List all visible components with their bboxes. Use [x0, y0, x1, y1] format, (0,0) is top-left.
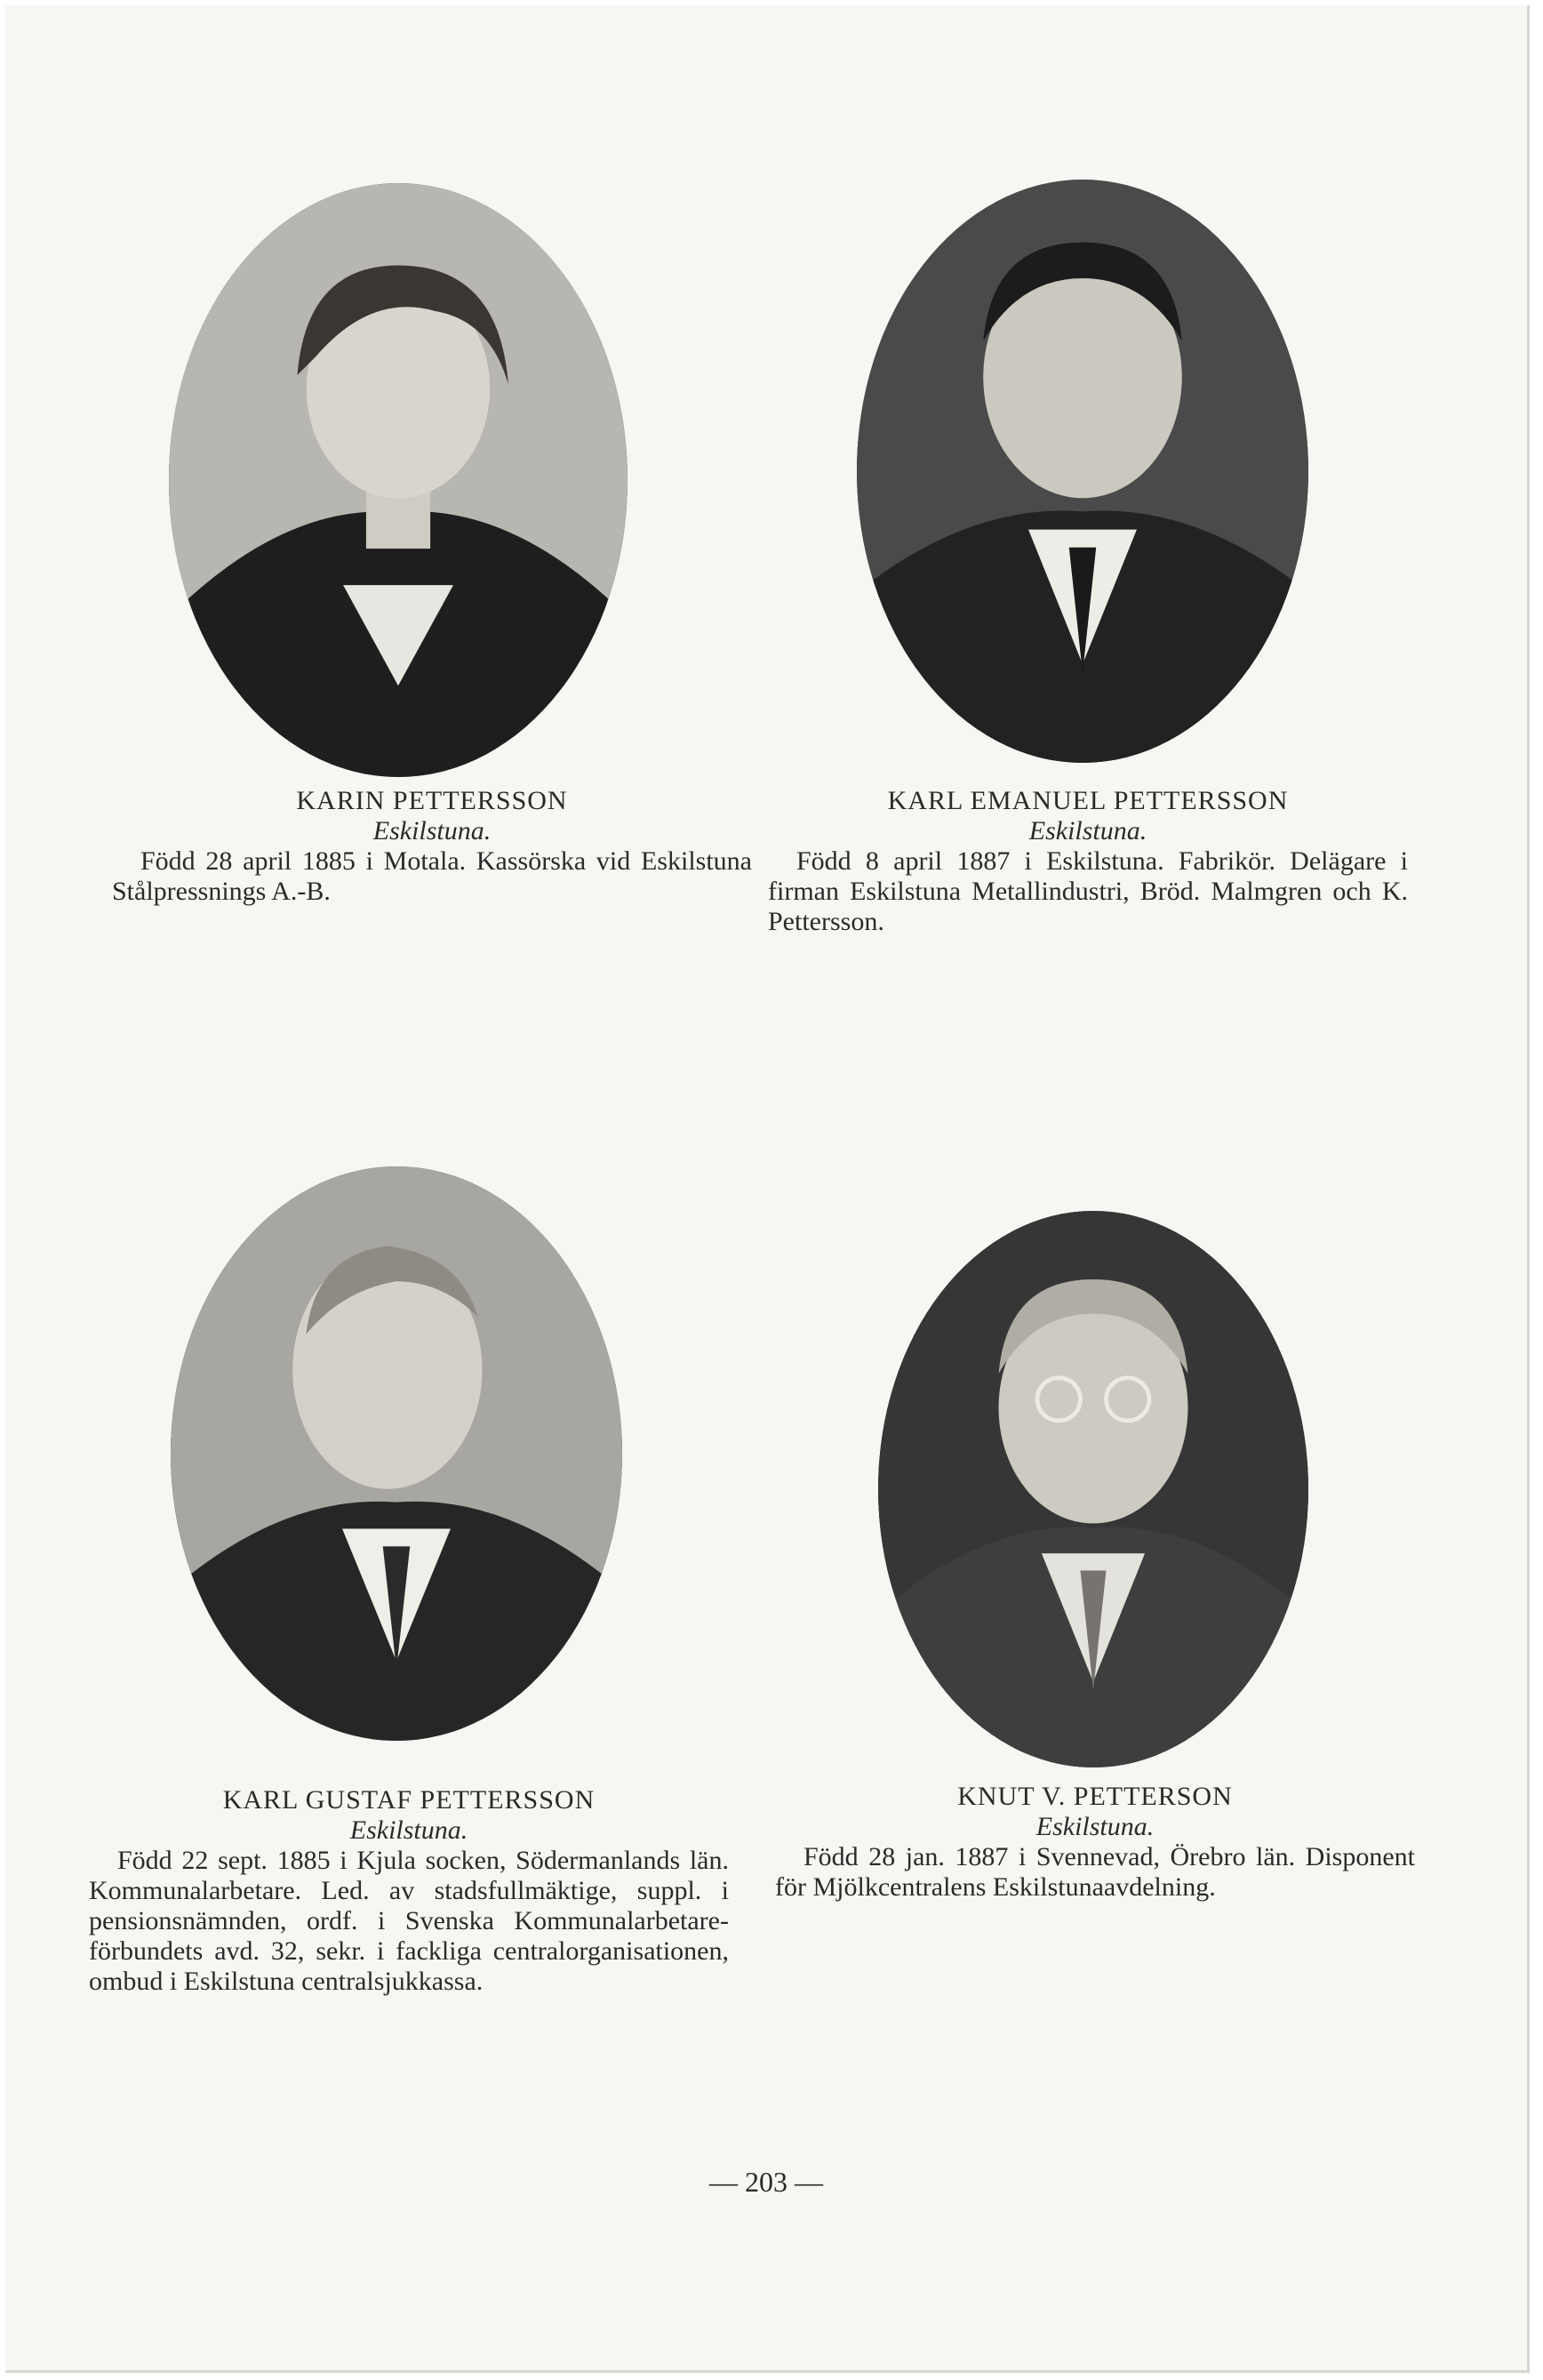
person-name: KARIN PETTERSSON [296, 786, 568, 815]
person-bio: Född 22 sept. 1885 i Kjula socken, Södermanlands län. Kommunalarbetare. Led. av stadsfullmäktige, suppl. i pensionsnämnden, ordf. i Svenska Kommunalarbetareförbundets avd. 32, sekr. i fackliga centralorganisationen, ombud i Eskilstuna centralsjukkassa. [89, 1846, 729, 1996]
person-place: Eskilstuna. [372, 816, 492, 845]
caption-karl-gustaf-pettersson [89, 1785, 729, 1997]
person-bio: Född 28 april 1885 i Motala. Kassörska vid Eskilstuna Stålpressnings A.-B. [112, 846, 752, 906]
portrait-photo-karl-emanuel-pettersson [857, 180, 1308, 763]
person-place: Eskilstuna. [1028, 816, 1147, 845]
portrait-photo-karin-pettersson [169, 183, 628, 777]
caption-knut-v-petterson [775, 1782, 1415, 1903]
person-place: Eskilstuna. [1035, 1812, 1155, 1841]
caption-karin-pettersson [112, 786, 752, 907]
person-bio: Född 28 jan. 1887 i Svennevad, Örebro län. Disponent för Mjölkcentralens Eskilstunaavdelning. [775, 1842, 1415, 1902]
caption-karl-emanuel-pettersson [768, 786, 1408, 937]
person-name: KARL EMANUEL PETTERSSON [887, 786, 1289, 815]
document-page [5, 5, 1530, 2373]
portrait-photo-knut-v-petterson [878, 1211, 1308, 1767]
portrait-photo-karl-gustaf-pettersson [171, 1166, 622, 1741]
page-number: — 203 — [709, 2166, 823, 2198]
person-name: KARL GUSTAF PETTERSSON [222, 1785, 596, 1815]
person-bio: Född 8 april 1887 i Eskilstuna. Fabrikör. Delägare i firman Eskilstuna Metallindustri, Bröd. Malmgren och K. Pettersson. [768, 846, 1408, 936]
person-name: KNUT V. PETTERSON [957, 1782, 1233, 1811]
person-place: Eskilstuna. [349, 1815, 468, 1845]
